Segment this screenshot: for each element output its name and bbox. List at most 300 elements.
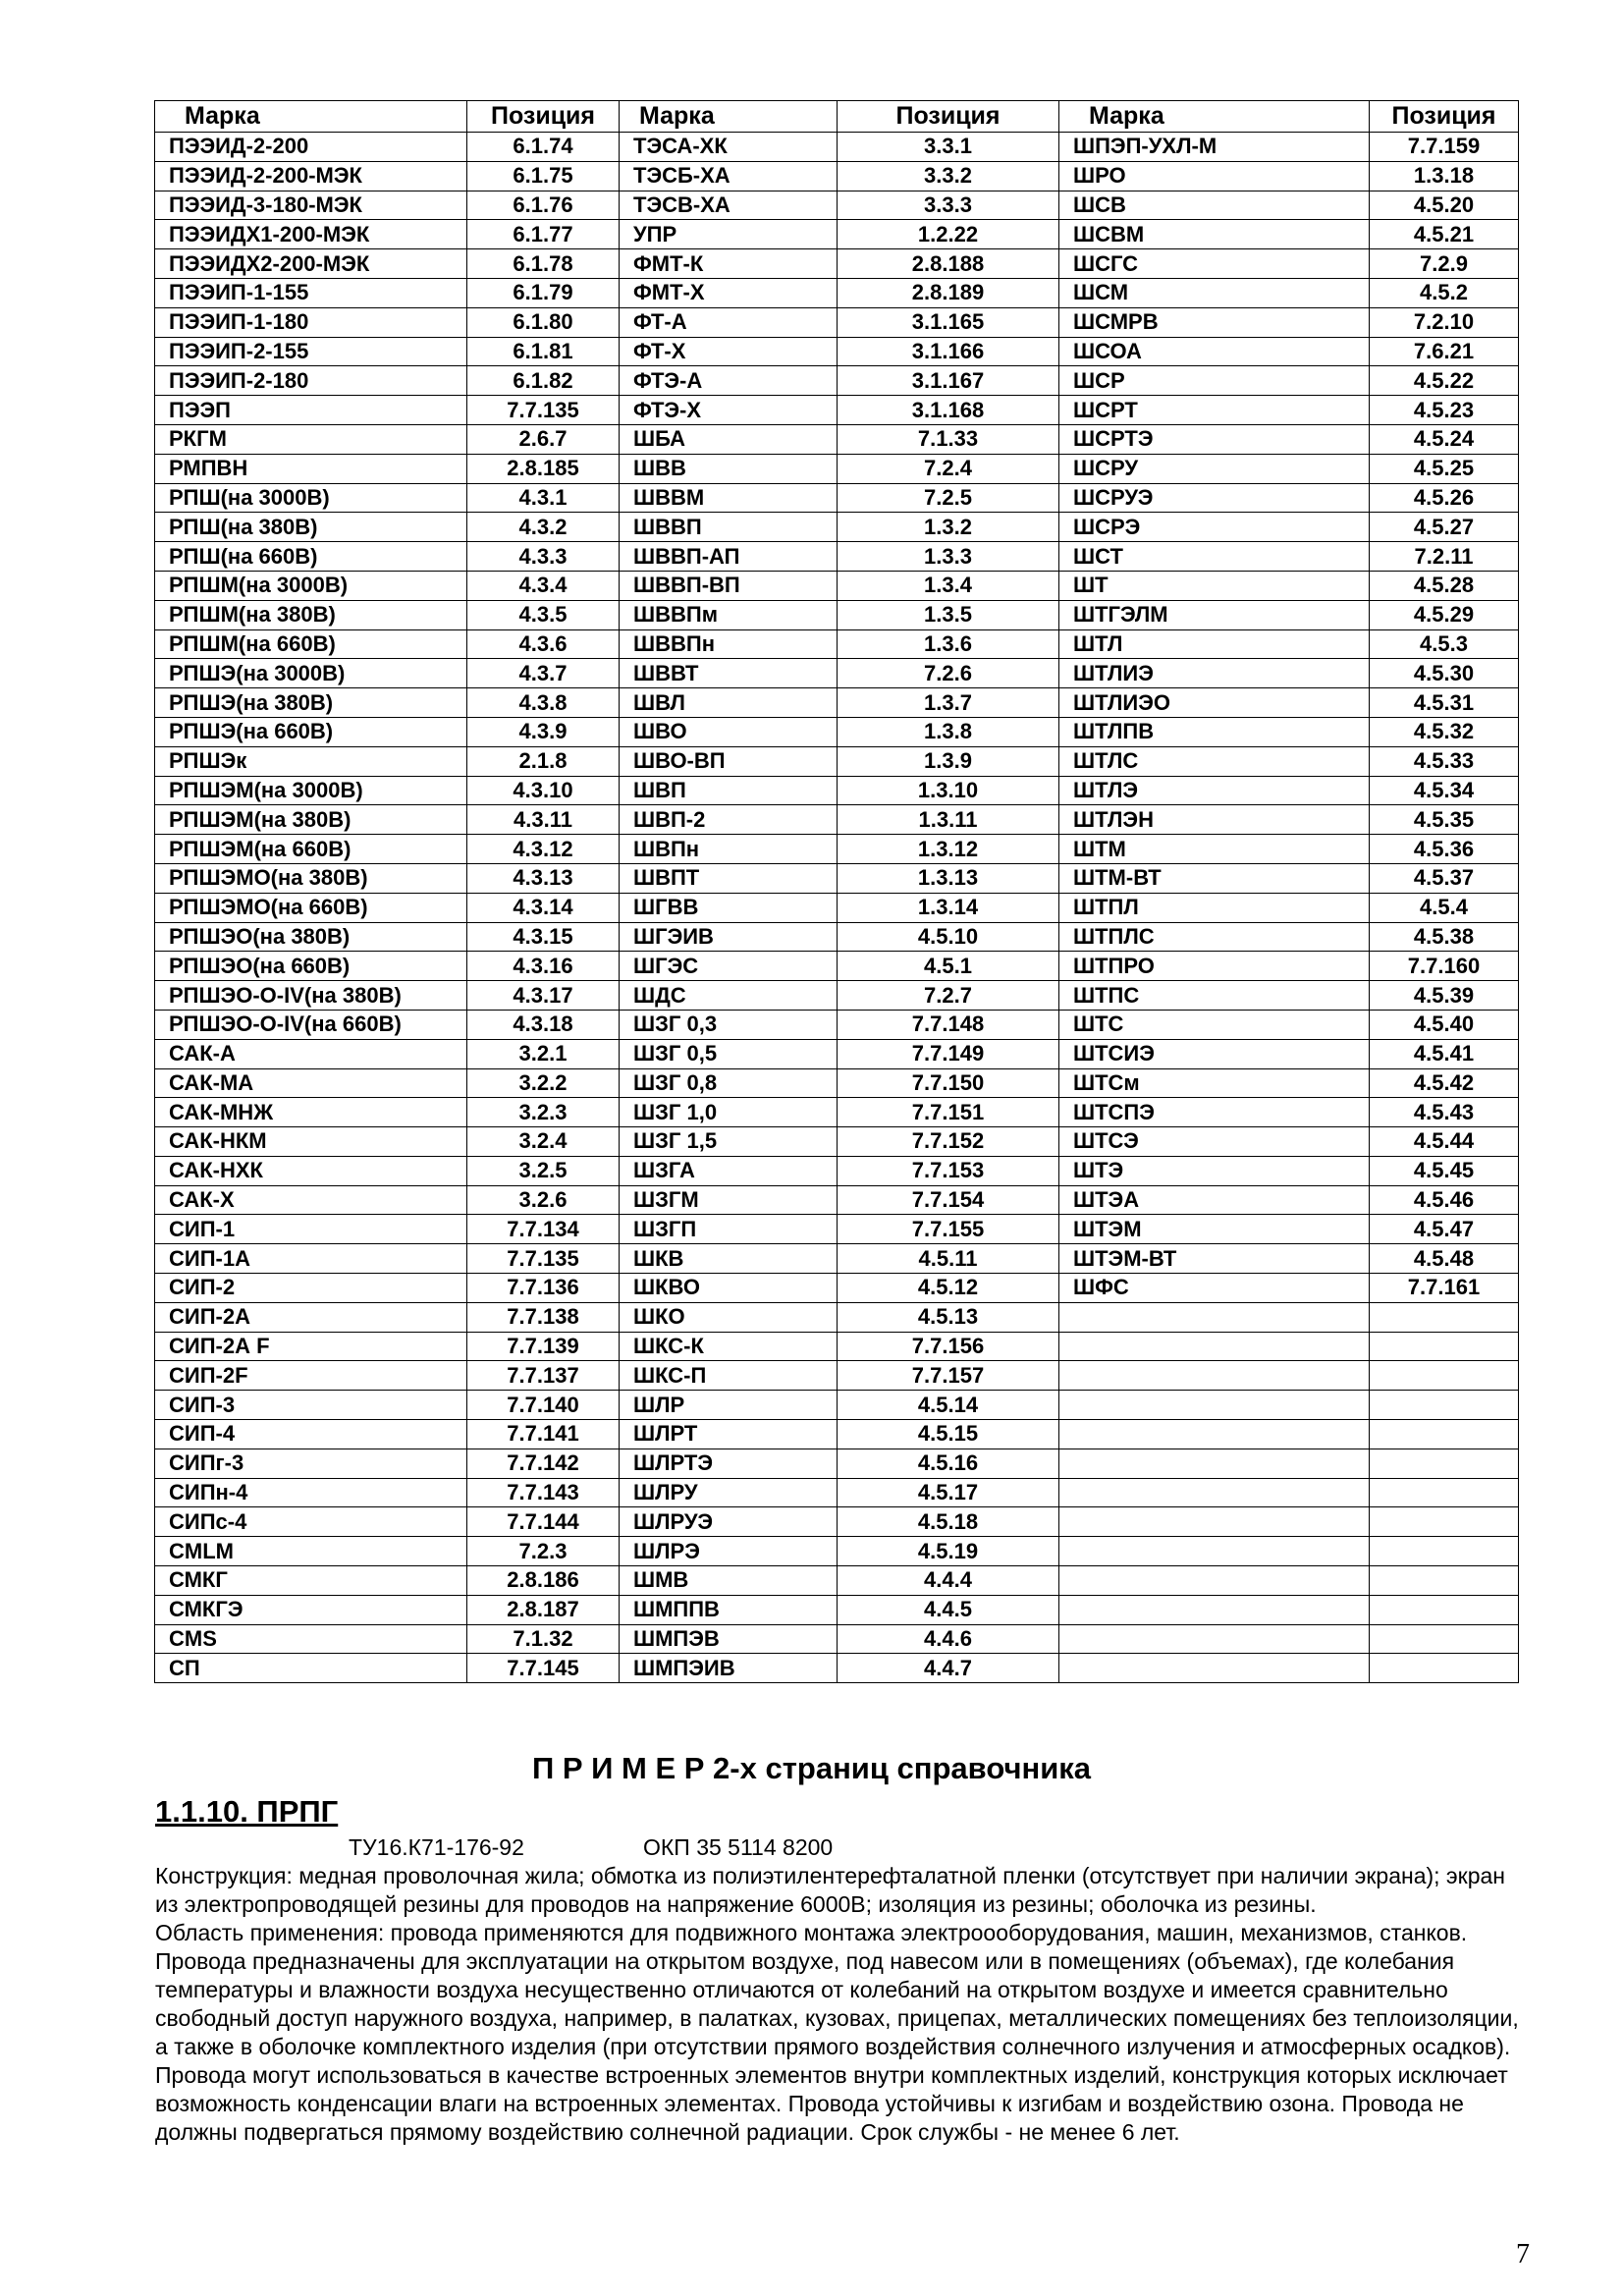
brand-cell <box>1059 1302 1370 1332</box>
table-row <box>155 1449 1519 1478</box>
position-cell: 7.7.134 <box>467 1215 620 1244</box>
table-row <box>155 746 1519 776</box>
table-row <box>155 776 1519 805</box>
brand-cell: ШТЛИЭ <box>1059 659 1370 688</box>
position-cell <box>1370 1302 1519 1332</box>
brand-cell: ШТЛЭ <box>1059 776 1370 805</box>
brand-cell: СИП-3 <box>155 1391 467 1420</box>
table-row <box>155 893 1519 922</box>
brand-cell: ШТСИЭ <box>1059 1039 1370 1068</box>
brand-cell: ШТЭМ-ВТ <box>1059 1244 1370 1274</box>
header-brand-2: Марка <box>620 101 838 133</box>
brand-cell: ШЗГМ <box>620 1185 838 1215</box>
position-cell: 4.4.7 <box>838 1654 1059 1683</box>
brand-cell: ШСОА <box>1059 337 1370 366</box>
position-cell: 7.2.4 <box>838 454 1059 483</box>
position-cell: 7.7.136 <box>467 1274 620 1303</box>
brand-cell: ШТЛПВ <box>1059 717 1370 746</box>
position-cell: 4.5.31 <box>1370 688 1519 718</box>
position-cell: 7.2.3 <box>467 1537 620 1566</box>
brand-cell: СИПг-3 <box>155 1449 467 1478</box>
position-cell: 7.7.160 <box>1370 952 1519 981</box>
brand-cell: ШЛРТЭ <box>620 1449 838 1478</box>
construction-paragraph: Конструкция: медная проволочная жила; обмотка из полиэтилентерефталатной пленки (отсутствует при наличии экрана); экран из электропроводящей резины для проводов на напряжение 6000В; изоляция из резины; оболочка из резины. <box>155 1863 1506 1917</box>
position-cell <box>1370 1595 1519 1624</box>
table-row <box>155 1185 1519 1215</box>
brand-cell: ТЭСВ-ХА <box>620 191 838 220</box>
brand-cell: ШВП <box>620 776 838 805</box>
brand-cell: ШВПТ <box>620 863 838 893</box>
table-row <box>155 1478 1519 1507</box>
position-cell: 7.7.140 <box>467 1391 620 1420</box>
page-number: 7 <box>1516 2239 1530 2269</box>
table-row <box>155 1595 1519 1624</box>
position-cell: 4.5.22 <box>1370 366 1519 396</box>
position-cell: 4.5.35 <box>1370 805 1519 835</box>
position-cell: 4.5.13 <box>838 1302 1059 1332</box>
table-row <box>155 366 1519 396</box>
reference-line <box>349 1834 834 1861</box>
brand-cell: ШСРТЭ <box>1059 424 1370 454</box>
table-row <box>155 922 1519 952</box>
position-cell: 1.2.22 <box>838 220 1059 249</box>
position-cell: 4.5.12 <box>838 1274 1059 1303</box>
brand-cell: ШСМРВ <box>1059 307 1370 337</box>
position-cell: 7.7.151 <box>838 1098 1059 1127</box>
position-cell: 4.3.7 <box>467 659 620 688</box>
brand-cell: ШТЛЭН <box>1059 805 1370 835</box>
brand-cell <box>1059 1478 1370 1507</box>
position-cell: 6.1.76 <box>467 191 620 220</box>
position-cell: 1.3.18 <box>1370 161 1519 191</box>
brand-cell: РПШМ(на 660В) <box>155 629 467 659</box>
brand-cell <box>1059 1624 1370 1654</box>
table-row <box>155 1068 1519 1098</box>
brand-cell: ШМПЭИВ <box>620 1654 838 1683</box>
brand-cell: ПЭЭИД-2-200-МЭК <box>155 161 467 191</box>
brand-cell: ШФС <box>1059 1274 1370 1303</box>
brand-cell <box>1059 1566 1370 1596</box>
brand-cell: УПР <box>620 220 838 249</box>
table-row <box>155 1098 1519 1127</box>
brand-cell: ШВВМ <box>620 483 838 513</box>
position-cell: 7.7.145 <box>467 1654 620 1683</box>
brand-cell: РПШЭО-О-IV(на 380В) <box>155 981 467 1011</box>
position-cell: 4.5.39 <box>1370 981 1519 1011</box>
brand-cell: ФТ-А <box>620 307 838 337</box>
position-cell: 7.2.10 <box>1370 307 1519 337</box>
position-cell: 1.3.9 <box>838 746 1059 776</box>
position-cell: 7.6.21 <box>1370 337 1519 366</box>
position-cell: 4.5.26 <box>1370 483 1519 513</box>
brand-cell: ШВВ <box>620 454 838 483</box>
table-row <box>155 629 1519 659</box>
position-cell: 4.5.3 <box>1370 629 1519 659</box>
brand-cell: ШЛРУ <box>620 1478 838 1507</box>
brand-cell: ПЭЭИД-2-200 <box>155 133 467 162</box>
brand-cell: САК-Х <box>155 1185 467 1215</box>
table-row <box>155 981 1519 1011</box>
table-header-row <box>155 101 1519 133</box>
brand-cell: ШВВПм <box>620 600 838 629</box>
position-cell: 2.8.189 <box>838 278 1059 307</box>
brand-cell: СИП-2 <box>155 1274 467 1303</box>
position-cell: 4.5.15 <box>838 1420 1059 1449</box>
brand-cell: РПШМ(на 3000В) <box>155 571 467 600</box>
brand-cell: СП <box>155 1654 467 1683</box>
position-cell: 4.4.6 <box>838 1624 1059 1654</box>
table-row <box>155 307 1519 337</box>
brand-cell: ШКВО <box>620 1274 838 1303</box>
brand-cell: РМПВН <box>155 454 467 483</box>
brand-cell: ШЗГА <box>620 1156 838 1185</box>
brand-cell: РПШМ(на 380В) <box>155 600 467 629</box>
brand-cell: ФТЭ-А <box>620 366 838 396</box>
table-row <box>155 1420 1519 1449</box>
brand-cell: ШМПЭВ <box>620 1624 838 1654</box>
position-cell: 3.2.3 <box>467 1098 620 1127</box>
position-cell: 4.5.34 <box>1370 776 1519 805</box>
position-cell: 4.3.17 <box>467 981 620 1011</box>
position-cell: 7.7.156 <box>838 1332 1059 1361</box>
brand-cell: ШСМ <box>1059 278 1370 307</box>
brand-cell: СИП-1А <box>155 1244 467 1274</box>
position-cell: 1.3.13 <box>838 863 1059 893</box>
position-cell: 4.5.20 <box>1370 191 1519 220</box>
brand-cell: САК-НХК <box>155 1156 467 1185</box>
position-cell: 1.3.14 <box>838 893 1059 922</box>
table-row <box>155 1156 1519 1185</box>
position-cell: 4.5.43 <box>1370 1098 1519 1127</box>
position-cell: 7.2.9 <box>1370 249 1519 279</box>
position-cell <box>1370 1391 1519 1420</box>
table-row <box>155 1624 1519 1654</box>
table-row <box>155 688 1519 718</box>
brand-cell: ШКВ <box>620 1244 838 1274</box>
brand-cell: ШТС <box>1059 1010 1370 1039</box>
table-row <box>155 513 1519 542</box>
position-cell <box>1370 1507 1519 1537</box>
position-cell: 7.7.148 <box>838 1010 1059 1039</box>
brand-cell: ШЛРЭ <box>620 1537 838 1566</box>
position-cell: 1.3.3 <box>838 542 1059 572</box>
brand-cell: ШТПЛС <box>1059 922 1370 952</box>
table-row <box>155 717 1519 746</box>
position-cell: 1.3.6 <box>838 629 1059 659</box>
brand-cell: ШМППВ <box>620 1595 838 1624</box>
brand-cell: ШВО-ВП <box>620 746 838 776</box>
table-row <box>155 454 1519 483</box>
table-row <box>155 220 1519 249</box>
position-cell: 1.3.10 <box>838 776 1059 805</box>
table-row <box>155 1654 1519 1683</box>
position-cell: 3.2.2 <box>467 1068 620 1098</box>
position-cell <box>1370 1449 1519 1478</box>
brand-cell: ПЭЭИП-1-180 <box>155 307 467 337</box>
brand-cell: ШЗГ 0,3 <box>620 1010 838 1039</box>
position-cell: 1.3.8 <box>838 717 1059 746</box>
position-cell: 7.7.137 <box>467 1361 620 1391</box>
table-row <box>155 1127 1519 1157</box>
section-title: 1.1.10. ПРПГ <box>155 1794 339 1829</box>
brand-cell: ШГЭС <box>620 952 838 981</box>
position-cell: 4.3.14 <box>467 893 620 922</box>
position-cell <box>1370 1566 1519 1596</box>
brand-cell: РКГМ <box>155 424 467 454</box>
position-cell: 3.2.6 <box>467 1185 620 1215</box>
position-cell: 6.1.77 <box>467 220 620 249</box>
brand-cell: ШВП-2 <box>620 805 838 835</box>
position-cell: 4.5.45 <box>1370 1156 1519 1185</box>
brand-cell: ШСРУЭ <box>1059 483 1370 513</box>
header-brand-3: Марка <box>1059 101 1370 133</box>
position-cell: 6.1.75 <box>467 161 620 191</box>
position-cell: 3.1.166 <box>838 337 1059 366</box>
table-row <box>155 952 1519 981</box>
position-cell: 6.1.82 <box>467 366 620 396</box>
position-cell: 4.5.37 <box>1370 863 1519 893</box>
position-cell: 7.7.142 <box>467 1449 620 1478</box>
brand-cell: ШСРТ <box>1059 396 1370 425</box>
position-cell: 4.5.24 <box>1370 424 1519 454</box>
brand-cell: РПШЭМО(на 660В) <box>155 893 467 922</box>
position-cell: 4.3.11 <box>467 805 620 835</box>
position-cell: 2.8.185 <box>467 454 620 483</box>
position-cell <box>1370 1332 1519 1361</box>
position-cell: 1.3.5 <box>838 600 1059 629</box>
position-cell: 4.5.36 <box>1370 835 1519 864</box>
brand-cell: CMS <box>155 1624 467 1654</box>
brand-cell: ШТМ-ВТ <box>1059 863 1370 893</box>
brand-cell: ШЛРУЭ <box>620 1507 838 1537</box>
brand-cell: ФТЭ-Х <box>620 396 838 425</box>
position-cell <box>1370 1654 1519 1683</box>
brand-cell: ШТМ <box>1059 835 1370 864</box>
position-cell: 4.5.40 <box>1370 1010 1519 1039</box>
position-cell: 7.2.7 <box>838 981 1059 1011</box>
position-cell: 3.2.1 <box>467 1039 620 1068</box>
brand-cell: ШЗГ 1,5 <box>620 1127 838 1157</box>
position-cell: 7.7.141 <box>467 1420 620 1449</box>
position-cell: 3.1.165 <box>838 307 1059 337</box>
brand-cell: ШТЭ <box>1059 1156 1370 1185</box>
position-cell: 4.5.25 <box>1370 454 1519 483</box>
position-cell: 4.3.8 <box>467 688 620 718</box>
brand-cell: CMLM <box>155 1537 467 1566</box>
brand-cell: ПЭЭП <box>155 396 467 425</box>
brand-cell: ШВВП-АП <box>620 542 838 572</box>
brand-cell: ШЛР <box>620 1391 838 1420</box>
header-position-1: Позиция <box>467 101 620 133</box>
position-cell: 7.1.32 <box>467 1624 620 1654</box>
table-row <box>155 1302 1519 1332</box>
brand-cell: ШВО <box>620 717 838 746</box>
brand-cell: ФМТ-К <box>620 249 838 279</box>
brand-cell: ФМТ-Х <box>620 278 838 307</box>
brand-index-table <box>154 100 1519 1683</box>
position-cell: 4.3.18 <box>467 1010 620 1039</box>
brand-cell: СМКГЭ <box>155 1595 467 1624</box>
position-cell: 7.7.143 <box>467 1478 620 1507</box>
table-row <box>155 1274 1519 1303</box>
position-cell <box>1370 1537 1519 1566</box>
position-cell <box>1370 1624 1519 1654</box>
brand-cell: ШТ <box>1059 571 1370 600</box>
table-row <box>155 600 1519 629</box>
position-cell: 4.5.48 <box>1370 1244 1519 1274</box>
position-cell: 7.2.5 <box>838 483 1059 513</box>
brand-cell: РПШЭМ(на 380В) <box>155 805 467 835</box>
brand-cell: ШТЛС <box>1059 746 1370 776</box>
brand-cell: РПШЭ(на 3000В) <box>155 659 467 688</box>
position-cell: 4.5.19 <box>838 1537 1059 1566</box>
position-cell: 4.5.44 <box>1370 1127 1519 1157</box>
position-cell: 3.2.4 <box>467 1127 620 1157</box>
brand-cell: СИП-4 <box>155 1420 467 1449</box>
section-body <box>155 1862 1530 2147</box>
position-cell: 7.7.159 <box>1370 133 1519 162</box>
table-row <box>155 396 1519 425</box>
brand-cell: ШТЭА <box>1059 1185 1370 1215</box>
position-cell: 4.5.29 <box>1370 600 1519 629</box>
table-row <box>155 249 1519 279</box>
position-cell: 4.5.17 <box>838 1478 1059 1507</box>
brand-cell: ШТЛ <box>1059 629 1370 659</box>
table-row <box>155 1215 1519 1244</box>
brand-cell: ШВВТ <box>620 659 838 688</box>
table-row <box>155 133 1519 162</box>
table-row <box>155 483 1519 513</box>
brand-cell: РПШЭМ(на 3000В) <box>155 776 467 805</box>
position-cell: 7.1.33 <box>838 424 1059 454</box>
position-cell: 4.5.47 <box>1370 1215 1519 1244</box>
brand-cell: РПШ(на 380В) <box>155 513 467 542</box>
table-row <box>155 1010 1519 1039</box>
brand-cell: РПШЭМ(на 660В) <box>155 835 467 864</box>
position-cell: 1.3.2 <box>838 513 1059 542</box>
brand-cell: ШСР <box>1059 366 1370 396</box>
brand-cell: РПШЭО(на 660В) <box>155 952 467 981</box>
brand-cell: РПШЭ(на 380В) <box>155 688 467 718</box>
position-cell: 7.2.11 <box>1370 542 1519 572</box>
position-cell: 4.3.3 <box>467 542 620 572</box>
table-row <box>155 805 1519 835</box>
position-cell: 4.5.32 <box>1370 717 1519 746</box>
position-cell: 6.1.74 <box>467 133 620 162</box>
brand-cell: СИП-2А F <box>155 1332 467 1361</box>
position-cell: 4.5.42 <box>1370 1068 1519 1098</box>
brand-cell: ШТСм <box>1059 1068 1370 1098</box>
position-cell: 7.7.157 <box>838 1361 1059 1391</box>
position-cell: 4.5.16 <box>838 1449 1059 1478</box>
brand-cell: ШСВ <box>1059 191 1370 220</box>
brand-cell: ШТСЭ <box>1059 1127 1370 1157</box>
brand-cell: СИП-1 <box>155 1215 467 1244</box>
position-cell: 3.3.3 <box>838 191 1059 220</box>
position-cell: 7.7.138 <box>467 1302 620 1332</box>
position-cell: 4.5.28 <box>1370 571 1519 600</box>
brand-cell <box>1059 1654 1370 1683</box>
position-cell: 1.3.12 <box>838 835 1059 864</box>
position-cell: 4.3.13 <box>467 863 620 893</box>
position-cell <box>1370 1361 1519 1391</box>
position-cell <box>1370 1478 1519 1507</box>
table-row <box>155 1566 1519 1596</box>
position-cell: 4.5.21 <box>1370 220 1519 249</box>
position-cell: 4.3.12 <box>467 835 620 864</box>
brand-cell: ШЗГ 1,0 <box>620 1098 838 1127</box>
brand-cell: ТЭСБ-ХА <box>620 161 838 191</box>
position-cell: 7.2.6 <box>838 659 1059 688</box>
brand-cell: ШДС <box>620 981 838 1011</box>
table-row <box>155 161 1519 191</box>
brand-cell: ШТЛИЭО <box>1059 688 1370 718</box>
table-row <box>155 1039 1519 1068</box>
brand-cell: ШВВПн <box>620 629 838 659</box>
brand-cell: ШЗГ 0,5 <box>620 1039 838 1068</box>
brand-cell: ШСТ <box>1059 542 1370 572</box>
position-cell: 6.1.80 <box>467 307 620 337</box>
position-cell: 4.3.10 <box>467 776 620 805</box>
brand-cell: СИП-2F <box>155 1361 467 1391</box>
brand-cell <box>1059 1420 1370 1449</box>
brand-cell: РПШ(на 660В) <box>155 542 467 572</box>
brand-cell: ШВВП <box>620 513 838 542</box>
brand-cell: ШМВ <box>620 1566 838 1596</box>
position-cell: 4.5.1 <box>838 952 1059 981</box>
brand-cell: ШВЛ <box>620 688 838 718</box>
position-cell: 4.5.14 <box>838 1391 1059 1420</box>
brand-cell: ШТСПЭ <box>1059 1098 1370 1127</box>
position-cell: 7.7.139 <box>467 1332 620 1361</box>
table-row <box>155 542 1519 572</box>
brand-cell: СМКГ <box>155 1566 467 1596</box>
position-cell: 3.1.168 <box>838 396 1059 425</box>
brand-cell: РПШЭМО(на 380В) <box>155 863 467 893</box>
brand-cell: САК-НКМ <box>155 1127 467 1157</box>
position-cell: 4.5.27 <box>1370 513 1519 542</box>
position-cell: 2.8.186 <box>467 1566 620 1596</box>
table-row <box>155 278 1519 307</box>
brand-cell: ПЭЭИП-1-155 <box>155 278 467 307</box>
brand-cell: РПШЭО-О-IV(на 660В) <box>155 1010 467 1039</box>
table-row <box>155 863 1519 893</box>
brand-cell: РПШЭО(на 380В) <box>155 922 467 952</box>
brand-cell: ШТПРО <box>1059 952 1370 981</box>
header-brand-1: Марка <box>155 101 467 133</box>
application-paragraph: Область применения: провода применяются для подвижного монтажа электроооборудования, машин, механизмов, станков. Провода предназначены для эксплуатации на открытом воздухе, под навесом или в помещениях (объемах), где колебания температуры и влажности воздуха несущественно отличаются от колебаний на открытом воздухе и имеется сравнительно свободный доступ наружного воздуха, например, в палатках, кузовах, прицепах, металлических помещениях без теплоизоляции, а также в оболочке комплектного изделия (при отсутствии прямого воздействия солнечного излучения и атмосферных осадков). Провода могут использоваться в качестве встроенных элементов внутри комплектных изделий, конструкция которых исключает возможность конденсации влаги на встроенных элементах. Провода устойчивы к изгибам и воздействию озона. Провода не должны подвергаться прямому воздействию солнечной радиации. Срок службы - не менее 6 лет. <box>155 1920 1519 2145</box>
table-row <box>155 1332 1519 1361</box>
position-cell: 2.6.7 <box>467 424 620 454</box>
brand-cell: РПШЭк <box>155 746 467 776</box>
brand-cell: ШСРУ <box>1059 454 1370 483</box>
brand-cell: ШСГС <box>1059 249 1370 279</box>
position-cell: 4.5.30 <box>1370 659 1519 688</box>
brand-cell: ШВПн <box>620 835 838 864</box>
brand-cell: ПЭЭИП-2-155 <box>155 337 467 366</box>
brand-cell <box>1059 1537 1370 1566</box>
position-cell: 7.7.155 <box>838 1215 1059 1244</box>
brand-cell <box>1059 1332 1370 1361</box>
brand-cell: ШСРЭ <box>1059 513 1370 542</box>
position-cell: 6.1.79 <box>467 278 620 307</box>
position-cell: 3.3.2 <box>838 161 1059 191</box>
brand-cell: ПЭЭИП-2-180 <box>155 366 467 396</box>
position-cell: 7.7.144 <box>467 1507 620 1537</box>
brand-cell <box>1059 1361 1370 1391</box>
brand-cell <box>1059 1507 1370 1537</box>
brand-cell <box>1059 1391 1370 1420</box>
